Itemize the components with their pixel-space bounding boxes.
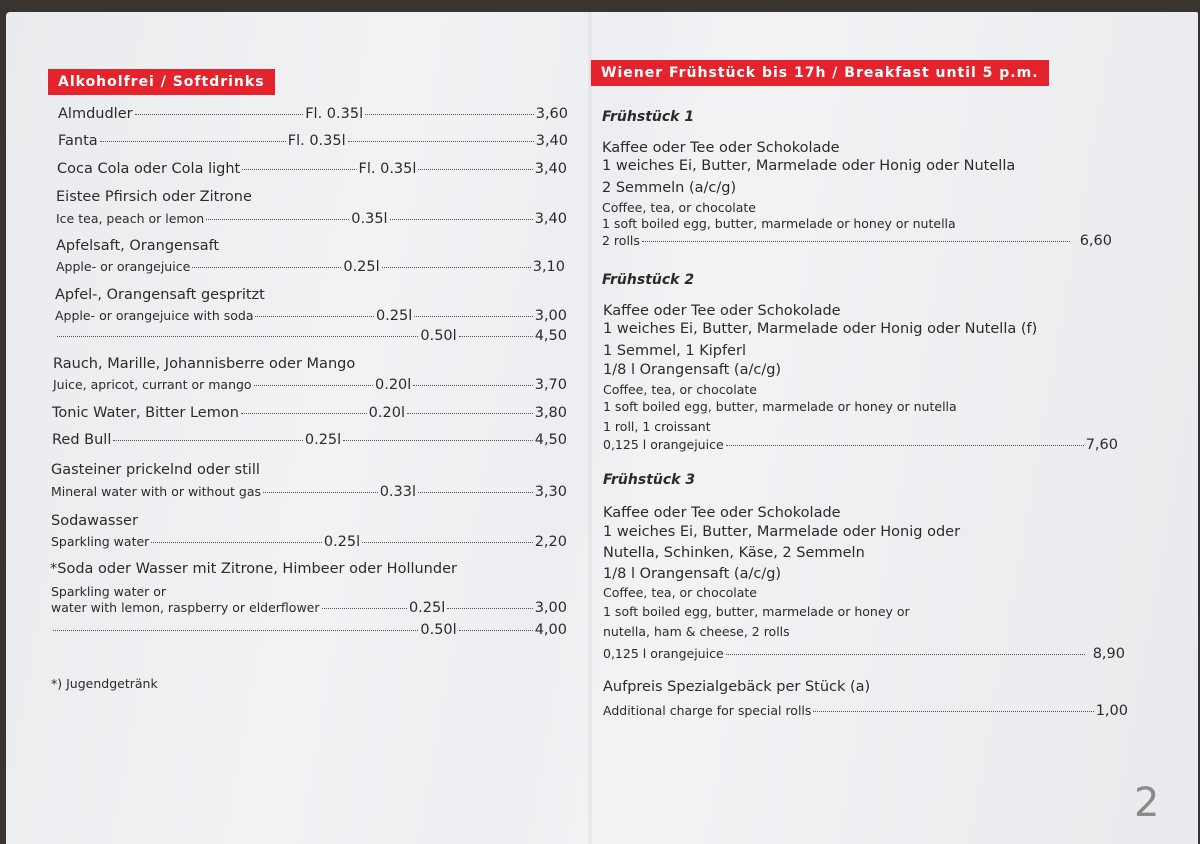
breakfast-line: 1/8 l Orangensaft (a/c/g): [603, 362, 782, 378]
item-name: Fanta: [58, 133, 98, 149]
item-name: Coca Cola oder Cola light: [57, 161, 241, 177]
breakfast-line: 1/8 l Orangensaft (a/c/g): [603, 566, 782, 582]
dot-leader: [362, 542, 533, 543]
dot-leader: [414, 316, 532, 317]
dot-leader: [254, 385, 373, 386]
menu-item: [51, 622, 567, 638]
breakfast-price: 7,60: [1085, 437, 1118, 453]
page-fold: [588, 12, 592, 844]
dot-leader: [407, 413, 533, 414]
item-volume: 0.50l: [420, 328, 457, 344]
breakfast-line: 1 weiches Ei, Butter, Marmelade oder Honig oder: [603, 524, 961, 540]
item-translation: Ice tea, peach or lemon: [56, 211, 205, 226]
item-volume: 0.25l: [343, 259, 380, 275]
breakfast-line: Kaffee oder Tee oder Schokolade: [602, 140, 840, 156]
item-volume: Fl. 0.35l: [358, 161, 417, 177]
dot-leader: [642, 241, 1070, 242]
menu-item: [51, 600, 567, 616]
item-name: *Soda oder Wasser mit Zitrone, Himbeer oder Hollunder: [50, 561, 457, 577]
menu-item: [52, 432, 567, 448]
footnote: *) Jugendgetränk: [51, 676, 158, 691]
dot-leader: [100, 141, 286, 142]
breakfast-translation: Coffee, tea, or chocolate: [603, 585, 757, 600]
dot-leader: [242, 169, 356, 170]
extra-charge-title: Aufpreis Spezialgebäck per Stück (a): [603, 679, 871, 695]
extra-charge-translation: Additional charge for special rolls: [603, 703, 812, 718]
item-translation: Apple- or orangejuice with soda: [55, 308, 254, 323]
dot-leader: [365, 114, 534, 115]
dot-leader: [418, 169, 532, 170]
dot-leader: [255, 316, 373, 317]
breakfast-translation: 1 soft boiled egg, butter, marmelade or honey or: [603, 604, 910, 619]
breakfast-translation: Coffee, tea, or chocolate: [603, 382, 757, 397]
dot-leader: [390, 219, 533, 220]
dot-leader: [382, 267, 531, 268]
item-volume: 0.25l: [304, 432, 342, 448]
item-price: 3,40: [534, 161, 568, 177]
breakfast-translation: 1 soft boiled egg, butter, marmelade or honey or nutella: [603, 399, 957, 414]
item-price: 3,00: [534, 308, 568, 324]
breakfast-title: Frühstück 1: [602, 109, 695, 125]
dot-leader: [151, 542, 322, 543]
dot-leader: [135, 114, 304, 115]
softdrinks-header: Alkoholfrei / Softdrinks: [48, 69, 275, 95]
breakfast-line: 1 Semmel, 1 Kipferl: [603, 343, 746, 359]
dot-leader: [459, 336, 533, 337]
breakfast-title: Frühstück 3: [603, 472, 696, 488]
item-name: Sodawasser: [51, 513, 138, 529]
dot-leader: [192, 267, 341, 268]
item-name: Red Bull: [52, 432, 112, 448]
item-volume: 0.25l: [408, 600, 446, 616]
breakfast-translation: 0,125 l orangejuice: [603, 437, 724, 452]
menu-item: [53, 377, 567, 393]
breakfast-line: Nutella, Schinken, Käse, 2 Semmeln: [603, 545, 865, 561]
breakfast-translation: nutella, ham & cheese, 2 rolls: [603, 624, 790, 639]
item-volume: 0.50l: [420, 622, 457, 638]
item-price: 4,50: [534, 432, 568, 448]
item-volume: 0.25l: [375, 308, 413, 324]
dot-leader: [459, 630, 533, 631]
dot-leader: [322, 608, 407, 609]
extra-charge-price: 1,00: [1095, 703, 1128, 719]
dot-leader: [241, 413, 367, 414]
menu-item: [51, 484, 567, 500]
item-translation: water with lemon, raspberry or elderflower: [51, 600, 320, 615]
dot-leader: [113, 440, 303, 441]
item-volume: 0.35l: [351, 211, 388, 227]
item-price: 2,20: [534, 534, 567, 550]
item-price: 3,00: [534, 600, 567, 616]
breakfast-price-line: [603, 437, 1118, 453]
item-volume: 0.33l: [379, 484, 417, 500]
item-name: Gasteiner prickelnd oder still: [51, 462, 260, 478]
breakfast-line: Kaffee oder Tee oder Schokolade: [603, 505, 841, 521]
page-number: 2: [1134, 780, 1160, 826]
item-volume: Fl. 0.35l: [287, 133, 346, 149]
breakfast-translation: 1 roll, 1 croissant: [603, 419, 711, 434]
menu-item: [55, 308, 567, 324]
menu-item: [57, 161, 567, 177]
breakfast-translation: 0,125 l orangejuice: [603, 646, 724, 661]
menu-item: [58, 133, 568, 149]
item-price: 4,50: [534, 328, 567, 344]
item-translation: Juice, apricot, currant or mango: [53, 377, 252, 392]
dot-leader: [813, 711, 1093, 712]
item-price: 3,80: [534, 405, 568, 421]
breakfast-translation: Coffee, tea, or chocolate: [602, 200, 756, 215]
extra-charge-line: [603, 703, 1128, 719]
item-name: Almdudler: [58, 106, 133, 122]
breakfast-line: 1 weiches Ei, Butter, Marmelade oder Honig oder Nutella (f): [603, 321, 1038, 337]
item-volume: Fl. 0.35l: [305, 106, 364, 122]
item-name: Eistee Pfirsich oder Zitrone: [56, 189, 252, 205]
item-price: 3,40: [534, 211, 567, 227]
item-price: 3,30: [534, 484, 567, 500]
breakfast-price-line: [602, 233, 1112, 249]
breakfast-price: 6,60: [1079, 233, 1112, 249]
item-volume: 0.25l: [323, 534, 361, 550]
item-price: 3,10: [532, 259, 566, 275]
dot-leader: [726, 445, 1084, 446]
breakfast-translation: 2 rolls: [602, 233, 640, 248]
item-volume: 0.20l: [374, 377, 412, 393]
breakfast-line: 2 Semmeln (a/c/g): [602, 180, 737, 196]
breakfast-title: Frühstück 2: [602, 272, 695, 288]
dot-leader: [263, 492, 378, 493]
breakfast-price: 8,90: [1092, 646, 1125, 662]
item-translation: Sparkling water or: [51, 584, 167, 599]
breakfast-line: 1 weiches Ei, Butter, Marmelade oder Honig oder Nutella: [602, 158, 1016, 174]
menu-item: [58, 106, 568, 122]
dot-leader: [413, 385, 532, 386]
dot-leader: [418, 492, 533, 493]
dot-leader: [343, 440, 533, 441]
breakfast-header: Wiener Frühstück bis 17h / Breakfast until 5 p.m.: [591, 60, 1049, 86]
dot-leader: [53, 630, 418, 631]
item-name: Apfel-, Orangensaft gespritzt: [55, 287, 265, 303]
menu-item: [52, 405, 567, 421]
item-price: 3,40: [535, 133, 569, 149]
dot-leader: [726, 654, 1085, 655]
menu-item: [55, 328, 567, 344]
menu-item: [56, 211, 567, 227]
item-translation: Sparkling water: [51, 534, 150, 549]
item-name: Rauch, Marille, Johannisberre oder Mango: [53, 356, 356, 372]
item-volume: 0.20l: [368, 405, 405, 421]
breakfast-translation: 1 soft boiled egg, butter, marmelade or honey or nutella: [602, 216, 956, 231]
item-translation: Mineral water with or without gas: [51, 484, 262, 499]
item-name: Apfelsaft, Orangensaft: [56, 238, 220, 254]
item-price: 4,00: [534, 622, 567, 638]
dot-leader: [348, 141, 534, 142]
menu-item: [51, 534, 567, 550]
item-name: Tonic Water, Bitter Lemon: [52, 405, 239, 421]
item-price: 3,60: [535, 106, 569, 122]
item-price: 3,70: [534, 377, 568, 393]
dot-leader: [206, 219, 349, 220]
breakfast-line: Kaffee oder Tee oder Schokolade: [603, 303, 841, 319]
dot-leader: [447, 608, 532, 609]
dot-leader: [57, 336, 418, 337]
item-translation: Apple- or orangejuice: [56, 259, 191, 274]
breakfast-price-line: [603, 646, 1125, 662]
menu-item: [56, 259, 565, 275]
